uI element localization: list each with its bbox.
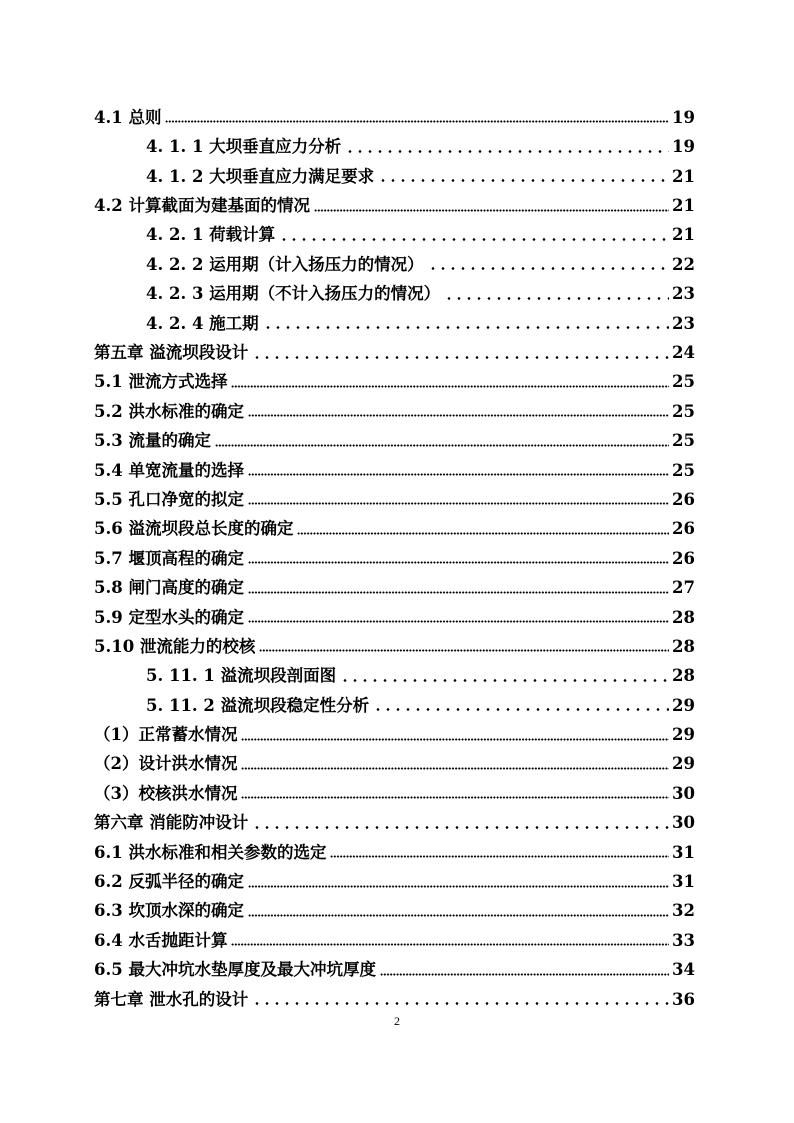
toc-entry-page: 29 (672, 725, 695, 745)
toc-entry-page: 25 (672, 401, 695, 421)
toc-entry-title: 6.1 洪水标准和相关参数的选定 (94, 842, 327, 862)
toc-entry[interactable] (94, 773, 695, 802)
toc-entry[interactable] (94, 920, 695, 949)
toc-entry[interactable] (94, 861, 695, 890)
dot-leader (252, 1002, 669, 1005)
dot-leader (259, 649, 669, 652)
toc-entry-title: 5.10 泄流能力的校核 (94, 636, 256, 656)
toc-entry-page: 29 (672, 695, 695, 715)
toc-entry-title: 第七章 泄水孔的设计 (94, 989, 249, 1009)
toc-entry-page: 31 (672, 842, 695, 862)
toc-entry[interactable] (94, 391, 695, 420)
dot-leader (297, 532, 669, 535)
toc-entry-page: 22 (672, 254, 695, 274)
toc-entry-title: 第六章 消能防冲设计 (94, 813, 249, 833)
dot-leader (345, 150, 669, 153)
page-number: 2 (394, 1014, 400, 1028)
toc-entry-title: 5.1 泄流方式选择 (94, 372, 228, 392)
toc-entry-title: 4. 2. 3 运用期（不计入扬压力的情况） (146, 284, 441, 304)
toc-entry[interactable] (94, 215, 695, 244)
toc-entry[interactable] (94, 244, 695, 273)
toc-entry-page: 29 (672, 754, 695, 774)
dot-leader (248, 414, 669, 417)
toc-entry-title: 4. 2. 1 荷载计算 (146, 225, 276, 245)
toc-entry-page: 23 (672, 313, 695, 333)
toc-entry-title: 5.9 定型水头的确定 (94, 607, 244, 627)
toc-entry-page: 24 (672, 343, 695, 363)
toc-entry[interactable] (94, 508, 695, 537)
dot-leader (279, 238, 669, 241)
dot-leader (241, 796, 669, 799)
toc-entry[interactable] (94, 303, 695, 332)
toc-entry-page: 30 (672, 783, 695, 803)
toc-entry-page: 25 (672, 372, 695, 392)
toc-entry-page: 23 (672, 284, 695, 304)
toc-entry-title: 6.3 坎顶水深的确定 (94, 901, 244, 921)
dot-leader (252, 826, 669, 829)
toc-entry[interactable] (94, 626, 695, 655)
toc-entry-title: 4. 1. 2 大坝垂直应力满足要求 (146, 166, 375, 186)
dot-leader (231, 385, 669, 388)
toc-entry[interactable] (94, 362, 695, 391)
toc-entry-page: 19 (672, 107, 695, 127)
toc-entry-page: 25 (672, 460, 695, 480)
toc-entry-page: 21 (672, 225, 695, 245)
toc-entry[interactable] (94, 332, 695, 361)
toc-entry-page: 36 (672, 989, 695, 1009)
toc-entry-title: 6.2 反弧半径的确定 (94, 872, 244, 892)
toc-entry-page: 25 (672, 431, 695, 451)
toc-entry-title: 5. 11. 2 溢流坝段稳定性分析 (146, 695, 370, 715)
toc-entry[interactable] (94, 97, 695, 126)
toc-entry[interactable] (94, 832, 695, 861)
toc-entry-title: 5. 11. 1 溢流坝段剖面图 (146, 666, 337, 686)
toc-entry-page: 21 (672, 166, 695, 186)
dot-leader (248, 885, 669, 888)
dot-leader (248, 502, 669, 505)
toc-entry[interactable] (94, 126, 695, 155)
toc-entry-title: （1）正常蓄水情况 (94, 725, 238, 745)
dot-leader (314, 209, 669, 212)
dot-leader (263, 326, 669, 329)
dot-leader (241, 738, 669, 741)
toc-entry-title: （2）设计洪水情况 (94, 754, 238, 774)
toc-entry-title: 5.2 洪水标准的确定 (94, 401, 244, 421)
dot-leader (165, 120, 669, 123)
toc-entry[interactable] (94, 802, 695, 831)
toc-entry-page: 28 (672, 666, 695, 686)
dot-leader (380, 973, 669, 976)
toc-entry[interactable] (94, 744, 695, 773)
toc-entry[interactable] (94, 538, 695, 567)
dot-leader (428, 267, 669, 270)
dot-leader (248, 591, 669, 594)
toc-entry[interactable] (94, 949, 695, 978)
toc-entry[interactable] (94, 685, 695, 714)
toc-entry[interactable] (94, 655, 695, 684)
toc-entry-title: （3）校核洪水情况 (94, 783, 238, 803)
toc-entry-title: 4. 2. 4 施工期 (146, 313, 259, 333)
dot-leader (378, 179, 669, 182)
toc-entry-page: 31 (672, 872, 695, 892)
toc-entry-title: 4. 2. 2 运用期（计入扬压力的情况） (146, 254, 424, 274)
toc-entry-page: 19 (672, 137, 695, 157)
toc-entry-title: 6.5 最大冲坑水垫厚度及最大冲坑厚度 (94, 960, 376, 980)
dot-leader (248, 561, 669, 564)
dot-leader (252, 356, 669, 359)
toc-entry[interactable] (94, 714, 695, 743)
toc-entry-page: 34 (672, 960, 695, 980)
toc-entry[interactable] (94, 185, 695, 214)
toc-entry-title: 第五章 溢流坝段设计 (94, 343, 249, 363)
dot-leader (330, 855, 669, 858)
dot-leader (231, 943, 669, 946)
dot-leader (248, 473, 669, 476)
toc-entry[interactable] (94, 979, 695, 1008)
toc-entry-page: 28 (672, 607, 695, 627)
toc-entry-page: 26 (672, 489, 695, 509)
toc-entry[interactable] (94, 450, 695, 479)
toc-entry[interactable] (94, 891, 695, 920)
dot-leader (248, 914, 669, 917)
toc-entry-title: 4.2 计算截面为建基面的情况 (94, 196, 310, 216)
toc-entry-page: 33 (672, 930, 695, 950)
dot-leader (215, 444, 669, 447)
toc-entry[interactable] (94, 479, 695, 508)
toc-entry-title: 5.8 闸门高度的确定 (94, 578, 244, 598)
table-of-contents (94, 97, 695, 1008)
toc-entry[interactable] (94, 597, 695, 626)
toc-entry-page: 26 (672, 519, 695, 539)
toc-entry[interactable] (94, 273, 695, 302)
toc-entry-page: 27 (672, 578, 695, 598)
dot-leader (241, 767, 669, 770)
toc-entry-title: 4. 1. 1 大坝垂直应力分析 (146, 137, 342, 157)
dot-leader (340, 679, 669, 682)
toc-entry[interactable] (94, 567, 695, 596)
toc-entry-title: 4.1 总则 (94, 107, 162, 127)
toc-entry-page: 30 (672, 813, 695, 833)
toc-entry-title: 5.5 孔口净宽的拟定 (94, 489, 244, 509)
dot-leader (248, 620, 669, 623)
toc-entry-page: 32 (672, 901, 695, 921)
toc-entry-title: 6.4 水舌抛距计算 (94, 930, 228, 950)
toc-entry-title: 5.4 单宽流量的选择 (94, 460, 244, 480)
toc-entry-title: 5.6 溢流坝段总长度的确定 (94, 519, 294, 539)
toc-entry-title: 5.7 堰顶高程的确定 (94, 548, 244, 568)
toc-entry-page: 26 (672, 548, 695, 568)
dot-leader (444, 297, 669, 300)
toc-entry-page: 28 (672, 636, 695, 656)
toc-entry-title: 5.3 流量的确定 (94, 431, 211, 451)
toc-entry[interactable] (94, 156, 695, 185)
toc-entry-page: 21 (672, 196, 695, 216)
toc-entry[interactable] (94, 420, 695, 449)
dot-leader (373, 708, 669, 711)
